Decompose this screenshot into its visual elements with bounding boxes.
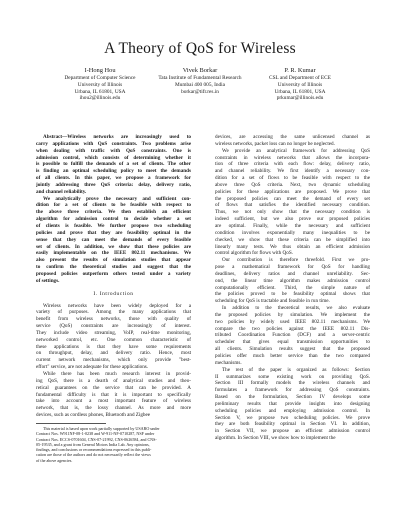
- text-line: admission control, which consists of determining whether it: [36, 154, 191, 161]
- introduction-text: [36, 303, 191, 419]
- text-line: carry applications with QoS constraints. Two problems arise: [36, 140, 191, 147]
- text-line: scheduler that gives equal transmission opportunities to: [215, 339, 370, 346]
- text-line: Thus, we not only show that the necessary condition is: [215, 209, 370, 216]
- text-line: they are both feasibility optimal in Section VI. In addition,: [215, 421, 370, 428]
- right-column-text: [215, 134, 370, 442]
- text-line: is possible to fulfill the demands of a set of clients. The other: [36, 161, 191, 168]
- text-line: deadlines, delivery ratios and channel unreliability. Sec-: [215, 270, 370, 277]
- author-name: P. R. Kumar: [284, 67, 316, 74]
- text-line: devices, such as cordless phones, Bluetooth and Zigbee: [36, 412, 151, 419]
- text-line: mechanisms.: [215, 359, 242, 366]
- text-line: dition for a set of flows to be feasible with respect to the: [215, 175, 370, 182]
- left-column: [36, 134, 191, 463]
- text-line: We provide an analytical framework for addressing QoS: [222, 147, 370, 154]
- text-line: two policies by widely used IEEE 802.11 mechanisms. We: [215, 318, 370, 325]
- text-line: effort" service, are not adequate for these applications.: [36, 364, 149, 371]
- text-line: the above three criteria. We then establish an efficient: [36, 209, 191, 216]
- text-line: sense that they can meet the demands of every feasible: [36, 236, 191, 243]
- text-line: network, that is, the lossy channel. As more and more: [36, 405, 191, 412]
- text-line: indeed sufficient, but we also prove our proposed policies: [215, 216, 370, 223]
- footnote: [36, 426, 191, 463]
- author-email: prkumar@illinois.edu: [276, 95, 324, 102]
- text-line: networked control, etc. One common characteristic of: [36, 336, 191, 343]
- author-affiliation-line: Urbana, IL 61801, USA: [74, 88, 126, 95]
- text-line: devices, are accessing the same unlicensed channel as: [215, 134, 370, 140]
- text-line: also present the results of simulation studies that appear: [36, 257, 191, 264]
- author-affiliation-line: University of Illinois: [277, 81, 323, 88]
- text-line: and channel reliability.: [36, 188, 87, 195]
- text-line: tributed Coordination Function (DCF) and a server-centric: [215, 332, 370, 339]
- author-affiliation-line: Tata Institute of Fundamental Research: [158, 75, 242, 81]
- text-line: ond, the linear time algorithm makes admission control: [215, 277, 370, 284]
- text-line: They include video streaming, VoIP, real-time monitoring,: [36, 329, 191, 336]
- text-line: set of clients. In addition, we show that these policies are: [36, 243, 191, 250]
- footnote-divider: [36, 423, 106, 424]
- text-line: 05-19535, and a grant from General Motors India Lab. Any opinions,: [36, 441, 150, 447]
- text-line: jointly addressing three QoS criteria: delay, delivery ratio,: [36, 181, 191, 188]
- text-line: scheduling for QoS is tractable and feasible in run time.: [215, 298, 330, 305]
- text-line: of clients is feasible. We further propose two scheduling: [36, 222, 191, 229]
- text-line: the proposed policies can meet the demand of every set: [215, 195, 370, 202]
- text-line: benefit from wireless networks, those with quality of: [36, 316, 191, 323]
- author-affiliation-line: Urbana, IL 61801, USA: [274, 88, 326, 95]
- text-line: of the above agencies.: [36, 457, 73, 463]
- text-line: cation are those of the authors and do not necessarily reflect the views: [36, 452, 151, 458]
- text-line: fundamental difficulty is that it is important to specifically: [36, 391, 191, 398]
- text-line: compare the two policies against the IEEE 802.11 Dis-: [215, 325, 370, 332]
- text-line: computationally efficient. Third, the simple nature of: [215, 284, 370, 291]
- text-line: Section III formally models the wireless channels and: [215, 380, 370, 387]
- text-line: the policies proved to be feasibility optimal shows that: [215, 291, 370, 298]
- text-line: all clients. Simulation results suggest that the proposed: [215, 346, 370, 353]
- author-affiliation-line: Department of Computer Science: [64, 75, 136, 81]
- author-block: [0, 67, 400, 117]
- paper-title: A Theory of QoS for Wireless: [104, 40, 296, 57]
- text-line: and channel reliability. We first identify a necessary con-: [215, 168, 370, 175]
- text-line: The rest of the paper is organized as follows: Section: [222, 366, 370, 373]
- text-line: findings, and conclusions or recommendations expressed in this publi-: [36, 447, 152, 453]
- text-line: of settings.: [36, 277, 60, 284]
- text-line: While there has been much research interest in provid-: [43, 371, 191, 377]
- author-3: [230, 67, 370, 102]
- text-line: of all clients. In this paper, we propose a framework for: [36, 175, 191, 182]
- text-line: on throughput, delay, and delivery ratio. Hence, most: [36, 350, 191, 357]
- author-name: I-Hong Hou: [84, 67, 116, 74]
- text-line: variety of purposes. Among the many applications that: [36, 309, 191, 316]
- text-line: when dealing with traffic with QoS constraints. One is: [36, 147, 191, 154]
- text-line: algorithm for admission control to decide whether a set: [36, 216, 191, 223]
- text-line: easily implementable on the IEEE 802.11 mechanisms. We: [36, 250, 191, 257]
- author-affiliation-line: Mumbai 400 005, India: [174, 81, 226, 88]
- text-line: II summarizes some existing work on providing QoS.: [215, 373, 370, 380]
- right-column: [215, 134, 370, 442]
- text-line: retical guarantees on the service that can be provided. A: [36, 384, 191, 391]
- text-line: constraints in wireless networks that allows the incorpora-: [215, 154, 370, 161]
- text-line: We analytically prove the necessary and sufficient con-: [43, 195, 191, 202]
- text-line: condition involves exponentially many inequalities to be: [215, 229, 370, 236]
- text-line: pose a mathematical framework for QoS for handling: [215, 264, 370, 271]
- text-line: preliminary results that provide insights into designing: [215, 400, 370, 407]
- text-line: wireless networks, packet loss can no longer be neglected.: [215, 140, 335, 147]
- text-line: the proposed policies by simulation. We implement the: [215, 311, 370, 318]
- text-line: Contract Nos. W911NF-08-1-0238 and W-911-NF-0710287, NSF under: [36, 431, 155, 437]
- text-line: in Section VII, we propose an efficient admission control: [215, 428, 370, 435]
- text-line: control algorithm for flows with QoS.: [215, 250, 293, 257]
- author-affiliation-line: University of Illinois: [77, 81, 123, 88]
- text-line: Our contribution is therefore threefold. First we pro-: [222, 257, 370, 264]
- text-line: are optimal. Finally, while the necessary and sufficient: [215, 222, 370, 229]
- text-line: Contract Nos. ECCS-0701604, CNS-07-21992, CNS-0626584, and CNS-: [36, 436, 157, 442]
- text-line: of flows that satisfies the identified necessary condition.: [215, 202, 370, 209]
- text-line: dition for a set of clients to be feasible with respect to: [36, 202, 191, 209]
- text-line: checked, we show that these criteria can be simplified into: [215, 236, 370, 243]
- author-email: ihou2@illinois.edu: [79, 95, 121, 102]
- text-line: Based on the formulation, Section IV develops some: [215, 394, 370, 401]
- text-line: formulates a framework for addressing QoS constraints.: [215, 387, 370, 394]
- text-line: above three QoS criteria. Next, two dynamic scheduling: [215, 181, 370, 188]
- text-line: Wireless networks have been widely deployed for a: [43, 302, 191, 309]
- text-line: linearly many tests. We thus obtain an efficient admission: [215, 243, 370, 250]
- text-line: policies and prove that they are feasibility optimal in the: [36, 229, 191, 236]
- text-line: scheduling policies and employing admission control. In: [215, 407, 370, 414]
- text-line: In addition to the theoretical results, we also evaluate: [222, 305, 370, 312]
- author-affiliation-line: CSL and Department of ECE: [269, 75, 331, 81]
- text-line: policies offer much better service than the two compared: [215, 353, 370, 359]
- author-name: Vivek Borkar: [182, 67, 218, 74]
- text-line: to confirm the theoretical studies and suggest that the: [36, 264, 191, 271]
- text-line: take into account a most important feature of wireless: [36, 398, 191, 405]
- text-line: algorithm. In Section VIII, we show how to implement the: [215, 435, 336, 442]
- text-line: service (QoS) constraints are increasingly of interest.: [36, 323, 191, 330]
- section-heading: I. Introduction: [93, 290, 134, 297]
- text-line: Abstract—Wireless networks are increasingly used to: [43, 134, 191, 140]
- text-line: proposed policies outperform others tested under a variety: [36, 270, 191, 277]
- text-line: ing QoS, there is a dearth of analytical studies and theo-: [36, 377, 191, 384]
- text-line: Section V, we propose two scheduling policies. We prove: [215, 414, 370, 421]
- abstract: [36, 134, 191, 285]
- text-line: policies for these applications are proposed. We prove that: [215, 188, 370, 195]
- text-line: is finding an optimal scheduling policy to meet the demands: [36, 168, 191, 175]
- text-line: This material is based upon work partially supported by USARO under: [43, 425, 160, 431]
- text-line: tion of three criteria with each flow: delay, delivery ratio,: [215, 161, 370, 168]
- author-email: borkar@tifr.res.in: [181, 88, 219, 95]
- text-line: current network mechanisms, which only provide "best-: [36, 357, 191, 364]
- text-line: these applications is that they have some requirements: [36, 343, 191, 350]
